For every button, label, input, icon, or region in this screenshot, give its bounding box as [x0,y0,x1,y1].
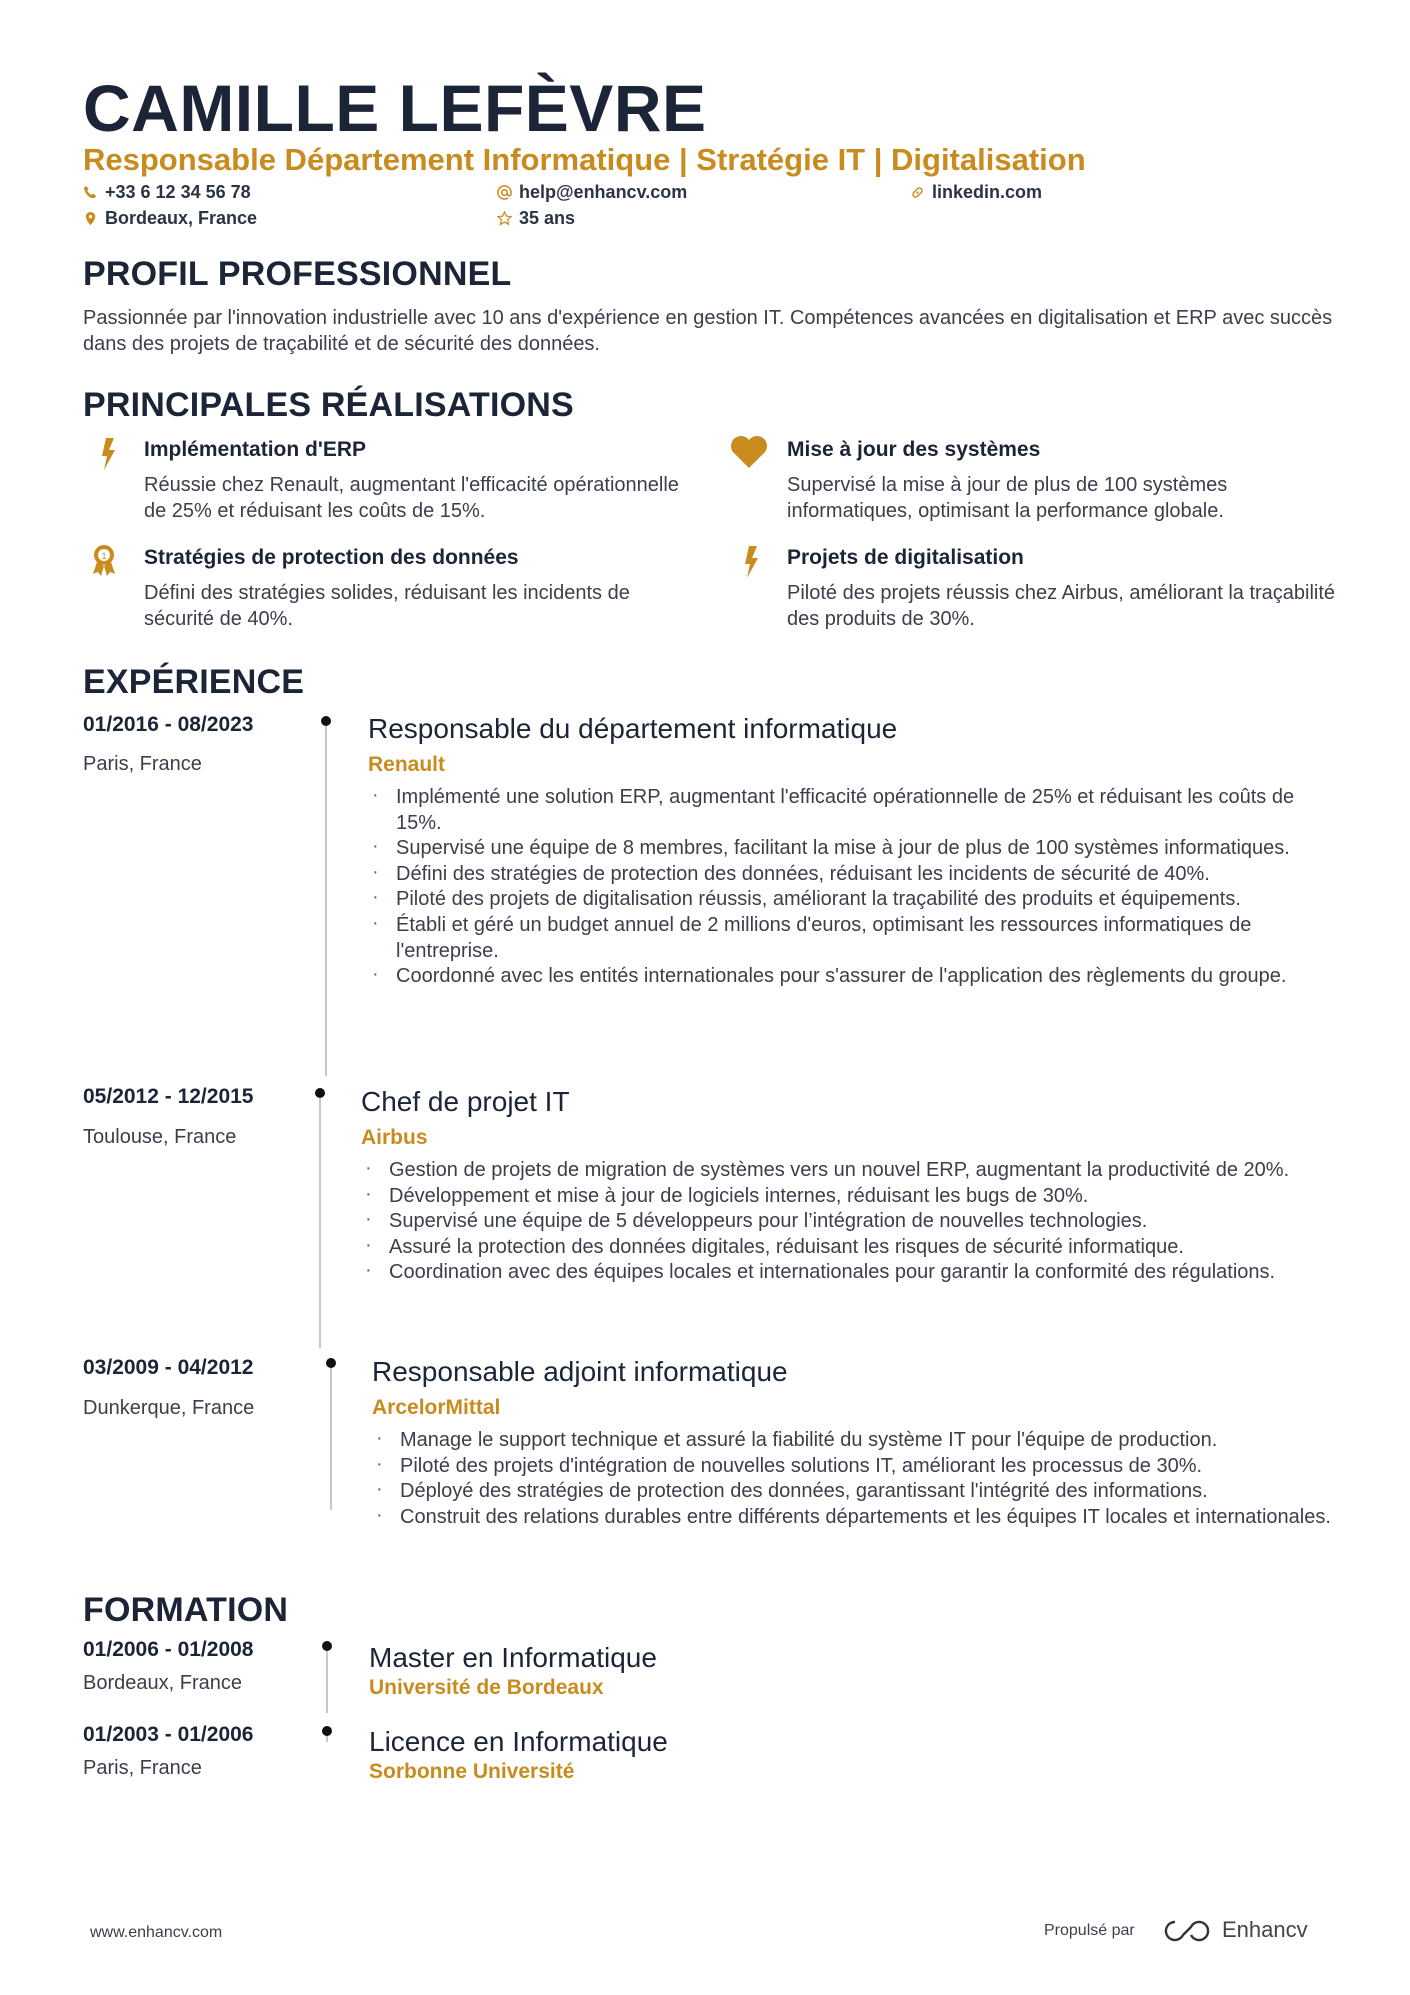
education-dates: 01/2006 - 01/2008 [83,1638,254,1661]
enhancv-logo-icon [1163,1918,1211,1944]
heart-icon [729,434,769,470]
enhancv-brand: Enhancv [1222,1917,1308,1942]
bolt-icon [735,544,767,580]
timeline-dot [326,1358,336,1368]
bullet-item: · Construit des relations durables entre différents départements et les équipes IT locales et internationales. [372,1505,1342,1531]
candidate-name: CAMILLE LEFÈVRE [83,71,707,145]
timeline-dot [315,1088,325,1098]
contact-email[interactable]: help@enhancv.com [497,182,687,203]
profile-text: Passionnée par l'innovation industrielle avec 10 ans d'expérience en gestion IT. Compétences avancées en digitalisation et ERP avec succès dans des projets de traçabilité et de sécurité des données. [83,307,1333,355]
at-icon [497,185,512,200]
education-location: Paris, France [83,1757,202,1779]
star-icon [497,211,512,226]
phone-icon [83,185,98,200]
timeline-dot [321,716,331,726]
education-location: Bordeaux, France [83,1672,242,1694]
bullet-list [368,785,1338,990]
candidate-title: Responsable Département Informatique | Stratégie IT | Digitalisation [83,142,1086,177]
bullet-item: · Défini des stratégies de protection des données, réduisant les incidents de sécurité de 40%. [368,862,1338,888]
bullet-item: · Piloté des projets de digitalisation réussis, améliorant la traçabilité des produits et équipements. [368,887,1338,913]
education-entry: Master en Informatique Université de Bordeaux [369,1642,657,1699]
experience-location: Toulouse, France [83,1126,237,1148]
award-icon [88,542,120,578]
bullet-item: · Gestion de projets de migration de systèmes vers un nouvel ERP, augmentant la productivité de 20%. [361,1158,1331,1184]
bullet-item: · Supervisé une équipe de 8 membres, facilitant la mise à jour de plus de 100 systèmes informatiques. [368,836,1338,862]
bullet-item: · Piloté des projets d'intégration de nouvelles solutions IT, améliorant les processus de 30%. [372,1454,1342,1480]
bullet-list [372,1428,1342,1530]
timeline-line [325,716,327,1076]
timeline-dot [322,1641,332,1651]
location-pin-icon [83,211,98,226]
bullet-item: · Développement et mise à jour de logiciels internes, réduisant les bugs de 30%. [361,1184,1331,1210]
bullet-item: · Supervisé une équipe de 5 développeurs pour l’intégration de nouvelles technologies. [361,1209,1331,1235]
footer-website[interactable]: www.enhancv.com [90,1924,223,1941]
experience-entry: Responsable du département informatique Renault · Implémenté une solution ERP, augmentant l'efficacité opérationnelle de 25% et réduisant les coûts de 15%. · Supervisé une équipe de 8 membres, facilitant la mise à jour de plus de 100 systèmes informatiques. · Défini des stratégies de protection des données, réduisant les incidents de sécurité de 40%. · Piloté des projets de digitalisation réussis, améliorant la traçabilité des produits et équipements. · Établi et géré un budget annuel de 2 millions d'euros, optimisant les ressources informatiques de l'entreprise. · Coordonné avec les entités internationales pour s'assurer de l'application des règlements du groupe. [368,713,1338,990]
education-entry: Licence en Informatique Sorbonne Université [369,1726,668,1783]
bullet-item: · Établi et géré un budget annuel de 2 millions d'euros, optimisant les ressources informatiques de l'entreprise. [368,913,1338,964]
experience-dates: 01/2016 - 08/2023 [83,713,254,736]
education-heading: FORMATION [83,1591,289,1629]
timeline-dot [322,1726,332,1736]
bullet-item: · Manage le support technique et assuré la fiabilité du système IT pour l'équipe de production. [372,1428,1342,1454]
education-dates: 01/2003 - 01/2006 [83,1723,254,1746]
achievements-heading: PRINCIPALES RÉALISATIONS [83,386,574,424]
bullet-item: · Implémenté une solution ERP, augmentant l'efficacité opérationnelle de 25% et réduisant les coûts de 15%. [368,785,1338,836]
bolt-icon [92,436,124,472]
timeline-line [319,1088,321,1348]
achievement-item: Implémentation d'ERP Réussie chez Renault, augmentant l'efficacité opérationnelle de 25% et réduisant les coûts de 15%. [144,438,704,524]
experience-location: Paris, France [83,753,202,775]
timeline-line [326,1726,328,1742]
experience-entry: Chef de projet IT Airbus · Gestion de projets de migration de systèmes vers un nouvel ERP, augmentant la productivité de 20%. · Développement et mise à jour de logiciels internes, réduisant les bugs de 30%. · Supervisé une équipe de 5 développeurs pour l’intégration de nouvelles technologies. · Assuré la protection des données digitales, réduisant les risques de sécurité informatique. · Coordination avec des équipes locales et internationales pour garantir la conformité des régulations. [361,1086,1331,1286]
experience-entry: Responsable adjoint informatique ArcelorMittal · Manage le support technique et assuré la fiabilité du système IT pour l'équipe de production. · Piloté des projets d'intégration de nouvelles solutions IT, améliorant les processus de 30%. · Déployé des stratégies de protection des données, garantissant l'intégrité des informations. · Construit des relations durables entre différents départements et les équipes IT locales et internationales. [372,1356,1342,1530]
contact-phone: +33 6 12 34 56 78 [83,182,251,203]
svg-text:1: 1 [101,551,107,561]
timeline-line [330,1358,332,1510]
experience-heading: EXPÉRIENCE [83,663,305,701]
bullet-list [361,1158,1331,1286]
achievement-item: Mise à jour des systèmes Supervisé la mise à jour de plus de 100 systèmes informatiques, optimisant la performance globale. [787,438,1347,524]
bullet-item: · Coordination avec des équipes locales et internationales pour garantir la conformité des régulations. [361,1260,1331,1286]
bullet-item: · Coordonné avec les entités internationales pour s'assurer de l'application des règlements du groupe. [368,964,1338,990]
contact-linkedin[interactable]: linkedin.com [910,182,1042,203]
bullet-item: · Assuré la protection des données digitales, réduisant les risques de sécurité informatique. [361,1235,1331,1261]
experience-location: Dunkerque, France [83,1397,255,1419]
bullet-item: · Déployé des stratégies de protection des données, garantissant l'intégrité des informations. [372,1479,1342,1505]
achievement-item: 1 Stratégies de protection des données Défini des stratégies solides, réduisant les incidents de sécurité de 40%. [144,546,704,632]
contact-age: 35 ans [497,208,575,229]
experience-dates: 05/2012 - 12/2015 [83,1085,254,1108]
link-icon [910,185,925,200]
contact-location: Bordeaux, France [83,208,257,229]
achievement-item: Projets de digitalisation Piloté des projets réussis chez Airbus, améliorant la traçabilité des produits de 30%. [787,546,1347,632]
experience-dates: 03/2009 - 04/2012 [83,1356,254,1379]
footer-powered-by: Propulsé par [1044,1922,1135,1939]
timeline-line [326,1641,328,1713]
profile-heading: PROFIL PROFESSIONNEL [83,255,512,293]
